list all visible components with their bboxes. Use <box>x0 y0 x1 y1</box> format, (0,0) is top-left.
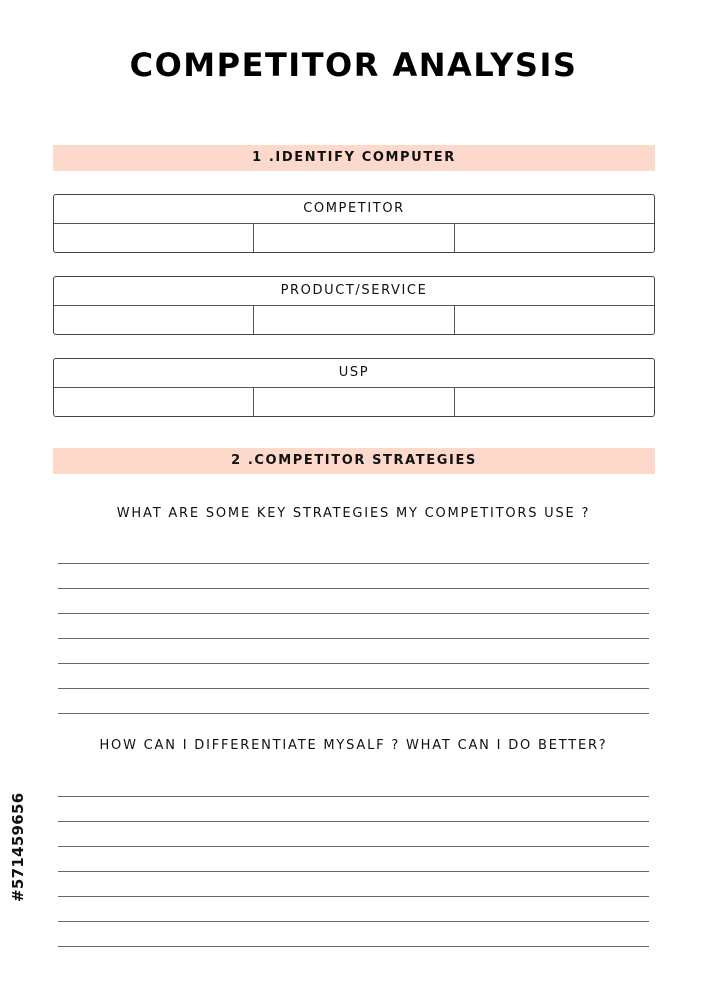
product-service-cell-1[interactable] <box>54 306 254 334</box>
answer-line[interactable] <box>58 846 649 847</box>
competitor-cell-1[interactable] <box>54 224 254 252</box>
product-service-table-row <box>54 306 654 334</box>
answer-line[interactable] <box>58 563 649 564</box>
competitor-cell-2[interactable] <box>254 224 454 252</box>
answer-line[interactable] <box>58 588 649 589</box>
competitor-table-header: COMPETITOR <box>54 195 654 224</box>
section-2-heading: 2 .COMPETITOR STRATEGIES <box>53 448 655 474</box>
competitor-table-row <box>54 224 654 252</box>
stock-id-watermark: #571459656 <box>9 792 27 902</box>
competitor-cell-3[interactable] <box>455 224 654 252</box>
answer-line[interactable] <box>58 613 649 614</box>
page-title: COMPETITOR ANALYSIS <box>129 46 578 84</box>
answer-line[interactable] <box>58 663 649 664</box>
usp-table <box>53 358 655 417</box>
answer-line[interactable] <box>58 821 649 822</box>
product-service-table <box>53 276 655 335</box>
question-differentiate: HOW CAN I DIFFERENTIATE MYSALF ? WHAT CAN I DO BETTER? <box>99 738 608 753</box>
competitor-table <box>53 194 655 253</box>
usp-table-row <box>54 388 654 416</box>
usp-cell-2[interactable] <box>254 388 454 416</box>
answer-line[interactable] <box>58 796 649 797</box>
product-service-table-header: PRODUCT/SERVICE <box>54 277 654 306</box>
product-service-cell-2[interactable] <box>254 306 454 334</box>
answer-line[interactable] <box>58 946 649 947</box>
usp-cell-3[interactable] <box>455 388 654 416</box>
answer-line[interactable] <box>58 871 649 872</box>
usp-table-header: USP <box>54 359 654 388</box>
question-strategies: WHAT ARE SOME KEY STRATEGIES MY COMPETITORS USE ? <box>116 506 591 521</box>
answer-line[interactable] <box>58 921 649 922</box>
section-1-heading: 1 .IDENTIFY COMPUTER <box>53 145 655 171</box>
answer-line[interactable] <box>58 638 649 639</box>
answer-line[interactable] <box>58 713 649 714</box>
answer-line[interactable] <box>58 896 649 897</box>
product-service-cell-3[interactable] <box>455 306 654 334</box>
usp-cell-1[interactable] <box>54 388 254 416</box>
answer-line[interactable] <box>58 688 649 689</box>
